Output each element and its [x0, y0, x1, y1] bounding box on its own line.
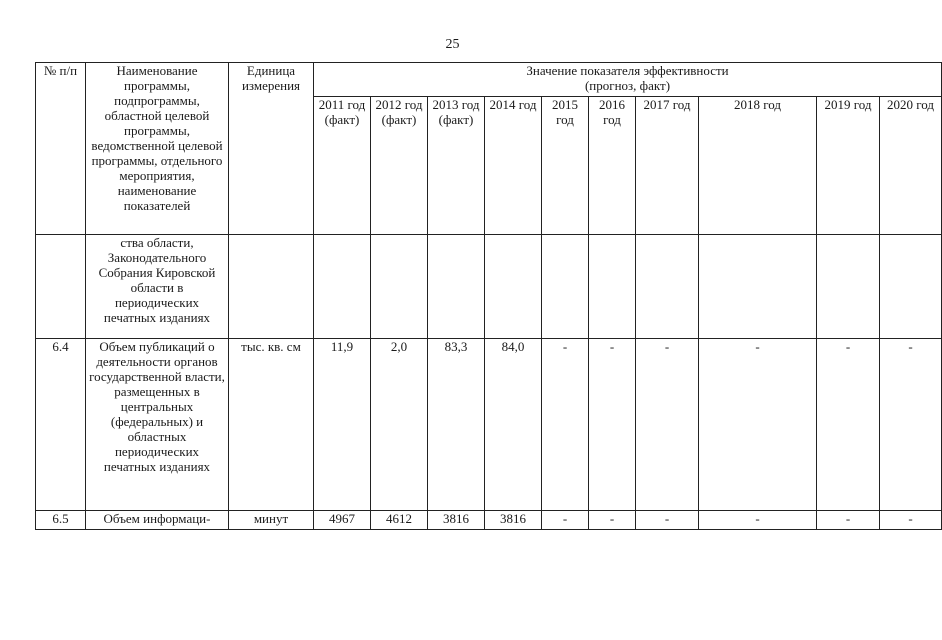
row-unit: минут [229, 511, 314, 530]
row-num: 6.4 [36, 339, 86, 511]
indicator-table [35, 62, 942, 530]
row-value: - [880, 511, 942, 530]
header-unit: Единица измерения [229, 63, 314, 235]
header-year-2016: 2016 год [589, 97, 636, 235]
header-values-title-line2: (прогноз, факт) [584, 78, 671, 93]
row-value [314, 235, 371, 339]
row-value: - [699, 339, 817, 511]
row-value [542, 235, 589, 339]
row-value: - [589, 511, 636, 530]
row-num: 6.5 [36, 511, 86, 530]
row-value: 2,0 [371, 339, 428, 511]
row-value [371, 235, 428, 339]
row-value [485, 235, 542, 339]
row-value: 11,9 [314, 339, 371, 511]
table-row [36, 339, 942, 511]
header-values-title-line1: Значение показателя эффективности [526, 63, 729, 78]
row-name: ства области, Законодательного Собрания Кировской области в периодических печатных изданиях [86, 235, 229, 339]
row-value: - [636, 511, 699, 530]
row-value: 3816 [428, 511, 485, 530]
row-value: - [699, 511, 817, 530]
header-year-2019: 2019 год [817, 97, 880, 235]
table-row [36, 511, 942, 530]
row-value: - [817, 511, 880, 530]
row-value: - [880, 339, 942, 511]
header-name: Наименование программы, подпрограммы, областной целевой программы, ведомственной целевой программы, отдельного мероприятия, наименование показателей [86, 63, 229, 235]
row-value [880, 235, 942, 339]
row-value [699, 235, 817, 339]
header-year-2011: 2011 год (факт) [314, 97, 371, 235]
row-name: Объем информаци- [86, 511, 229, 530]
row-value: - [542, 339, 589, 511]
row-value: 84,0 [485, 339, 542, 511]
row-value: - [636, 339, 699, 511]
row-num [36, 235, 86, 339]
row-unit: тыс. кв. см [229, 339, 314, 511]
row-value: - [589, 339, 636, 511]
header-values-title [314, 63, 942, 97]
header-year-2013: 2013 год (факт) [428, 97, 485, 235]
row-name: Объем публикаций о деятельности органов государственной власти, размещенных в центральных (федеральных) и областных периодических печатных изданиях [86, 339, 229, 511]
header-year-2017: 2017 год [636, 97, 699, 235]
header-year-2014: 2014 год [485, 97, 542, 235]
row-value [817, 235, 880, 339]
row-value: 3816 [485, 511, 542, 530]
header-year-2015: 2015 год [542, 97, 589, 235]
row-value: 83,3 [428, 339, 485, 511]
row-value: 4612 [371, 511, 428, 530]
row-value: - [542, 511, 589, 530]
row-value [428, 235, 485, 339]
row-value [636, 235, 699, 339]
row-value: 4967 [314, 511, 371, 530]
row-unit [229, 235, 314, 339]
header-year-2020: 2020 год [880, 97, 942, 235]
header-year-2018: 2018 год [699, 97, 817, 235]
page-number: 25 [445, 37, 460, 52]
table-row [36, 235, 942, 339]
row-value [589, 235, 636, 339]
header-num: № п/п [36, 63, 86, 235]
header-year-2012: 2012 год (факт) [371, 97, 428, 235]
row-value: - [817, 339, 880, 511]
